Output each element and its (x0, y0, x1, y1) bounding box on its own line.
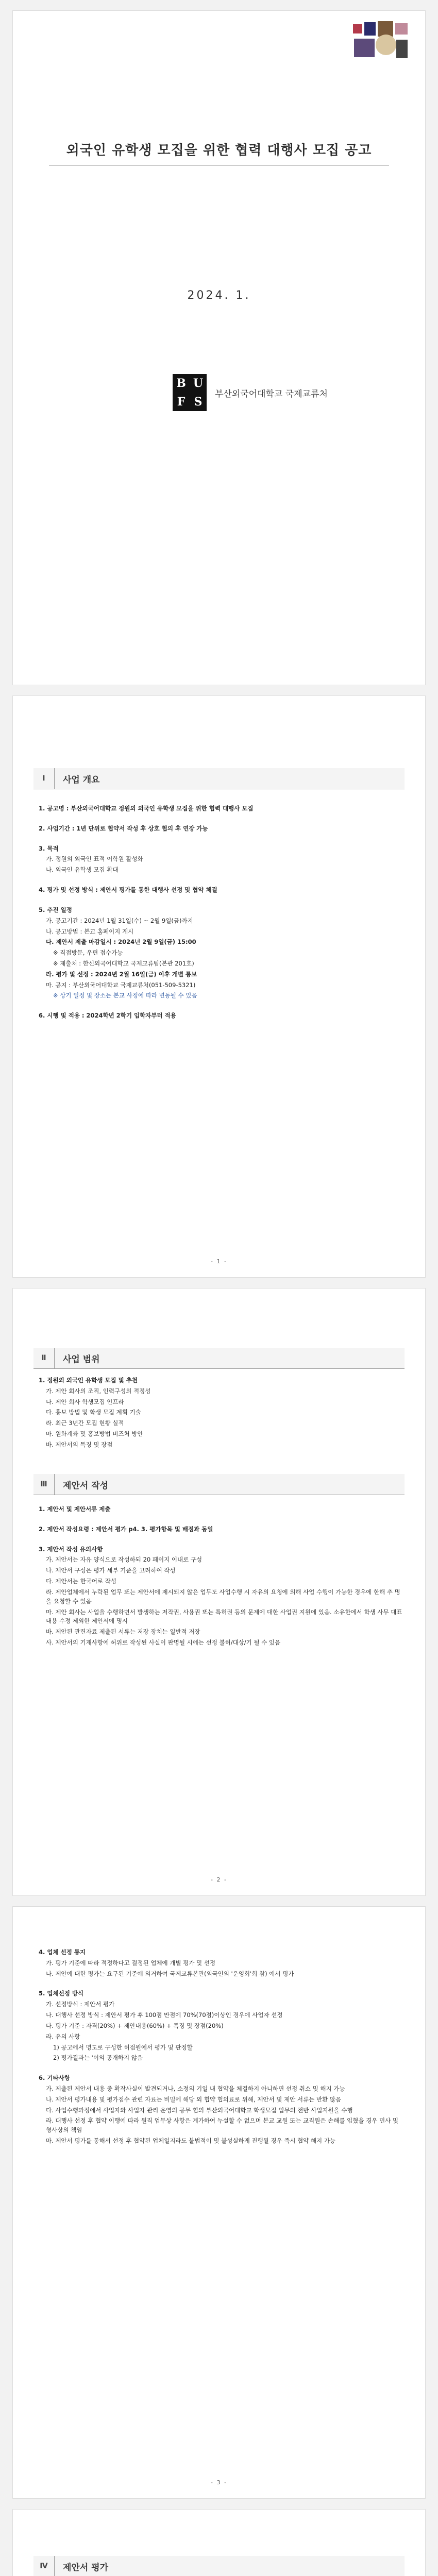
s3-line: 3. 제안서 작성 유의사항 (39, 1545, 103, 1553)
s1-line: ※ 직접방문, 우편 접수가능 (53, 949, 123, 957)
s3-line: 바. 제안된 관련자료 제출된 서류는 저장 장치는 일반적 저장 (46, 1628, 200, 1636)
s3-line: 나. 제안서 평가내용 및 평가점수 관련 자료는 비밀에 해당 외 협약 협의료로 위해, 제안서 및 제안 서류는 반환 않음 (46, 2095, 342, 2103)
organization-name: 부산외국어대학교 국제교류처 (215, 388, 328, 399)
s1-line: 가. 정원외 외국인 표적 어학원 활성화 (46, 855, 143, 863)
s3-line: 마. 제안 회사는 사업을 수행하면서 발생하는 저작권, 사용권 또는 특허권 등의 문제에 대한 사업권 지원에 있음. 소유한에서 학생 사무 대표 내용 수정 제외한 제안서에 명시 (46, 1608, 402, 1625)
page-2 (12, 696, 426, 1278)
logo-letter-s: S (194, 395, 203, 409)
s1-line: 3. 목적 (39, 844, 59, 852)
section-header-1 (33, 768, 405, 789)
page-3 (12, 1288, 426, 1896)
s3-line: 다. 평가 기준 : 자격(20%) + 제안내용(60%) + 특징 및 장점(20%) (46, 2022, 224, 2029)
s1-line: 라. 평가 및 선정 : 2024년 2월 16일(금) 이후 개별 통보 (46, 970, 197, 978)
section-title: 제안서 평가 (63, 2562, 109, 2573)
s1-line: 6. 시행 및 적용 : 2024학년 2학기 입학자부터 적용 (39, 1012, 176, 1020)
s1-line: 4. 평가 및 선정 방식 : 제안서 평가를 통한 대행사 선정 및 협약 체결 (39, 886, 217, 894)
section-title: 사업 개요 (63, 774, 100, 785)
s3-line: 나. 제안에 대한 평가는 요구된 기준에 의거하여 국제교류본관(외국인의 '운영회'회 참) 에서 평가 (46, 1970, 294, 1977)
s3-line: 4. 업체 선정 통지 (39, 1948, 86, 1956)
s1-line: ※ 상기 일정 및 장소는 본교 사정에 따라 변동될 수 있음 (53, 992, 197, 999)
page-5 (12, 2509, 426, 2576)
s2-line: 바. 제안서의 특징 및 장점 (46, 1440, 113, 1448)
section-3-body-b (39, 1948, 405, 2147)
s3-line: 가. 평가 기준에 따라 적정하다고 결정된 업체에 개별 평가 및 선정 (46, 1959, 216, 1967)
s1-line: 가. 공고기간 : 2024년 1월 31일(수) ~ 2월 9일(금)까지 (46, 917, 193, 924)
section-header-2 (33, 1348, 405, 1369)
s1-line: 다. 제안서 제출 마감일시 : 2024년 2월 9일(금) 15:00 (46, 938, 196, 946)
bufs-logo (173, 374, 207, 411)
s2-line: 나. 제안 회사 학생모집 인프라 (46, 1398, 124, 1405)
s3-line: 마. 제안서 평가를 통해서 선정 후 협약된 업체일지라도 불법적이 및 불성실하게 진행될 경우 즉시 협약 해지 가능 (46, 2137, 336, 2144)
document-date: 2024. 1. (187, 289, 251, 302)
s1-line: 마. 공지 : 부산외국어대학교 국제교류처(051-509-5321) (46, 981, 196, 989)
s3-line: 다. 사업수행과정에서 사업자와 사업자 관리 운영의 공무 협의 부산외국어대학교 학생모집 업무의 전반 사업지원을 수행 (46, 2106, 353, 2114)
section-3-body-a (39, 1505, 405, 1649)
s3-line: 6. 기타사항 (39, 2074, 70, 2082)
logo-letter-f: F (177, 395, 186, 409)
university-emblem-image (350, 19, 411, 63)
s3-line: 나. 대행사 선정 방식 : 제안서 평가 후 100점 만점에 70%(70점)이상인 경우에 사업자 선정 (46, 2011, 283, 2019)
s2-line: 다. 홍보 방법 및 학생 모집 계획 기술 (46, 1409, 141, 1416)
s3-line: 라. 대행사 선정 후 협약 이행에 따라 원직 업무상 사항은 계가하여 누설할 수 없으며 본교 교원 또는 교직원은 손해를 입혔을 경우 민사 및 형사상의 책임 (46, 2117, 398, 2134)
page-number: - 2 - (211, 1876, 227, 1883)
s3-line: 사. 제안서의 기재사항에 허위로 작성된 사실이 판명될 시에는 선정 불허/대상/기 될 수 있음 (46, 1638, 281, 1646)
page-number: - 1 - (211, 1258, 227, 1265)
s1-line: ※ 제출처 : 한신외국어대학교 국제교류팀(본관 201호) (53, 959, 194, 967)
section-2-body (39, 1376, 405, 1451)
section-number: Ⅱ (33, 1348, 55, 1368)
s3-line: 1) 공고에서 명도로 구성한 허점원에서 평가 및 판정할 (53, 2043, 193, 2051)
s2-line: 1. 정원외 외국인 유학생 모집 및 추천 (39, 1377, 138, 1384)
document-title: 외국인 유학생 모집을 위한 협력 대행사 모집 공고 (66, 143, 372, 158)
s1-line: 나. 공고방법 : 본교 홈페이지 게시 (46, 927, 134, 935)
s3-line: 가. 제출된 제안서 내용 중 확작사실이 발견되거나, 소정의 기일 내 협약을 체결하지 아니하면 선정 취소 및 해지 가능 (46, 2084, 345, 2092)
page-4 (12, 1906, 426, 2499)
s3-line: 5. 업체선정 방식 (39, 1990, 84, 1997)
s3-line: 나. 제안서 구성은 평가 세부 기준을 고려하여 작성 (46, 1567, 176, 1574)
section-title: 제안서 작성 (63, 1480, 109, 1491)
organization-block (173, 374, 328, 411)
logo-letter-u: U (193, 377, 204, 390)
s3-line: 2. 제안서 작성요령 : 제안서 평가 p4. 3. 평가항목 및 배점과 동일 (39, 1525, 213, 1533)
s2-line: 가. 제안 회사의 조직, 인력구성의 적정성 (46, 1387, 151, 1395)
s3-line: 다. 제안서는 한국어로 작성 (46, 1578, 116, 1585)
section-header-4 (33, 2556, 405, 2576)
s3-line: 라. 유의 사항 (46, 2032, 80, 2040)
title-divider (49, 165, 389, 166)
s1-line: 2. 사업기간 : 1년 단위로 협약서 작성 후 상호 협의 후 연장 가능 (39, 824, 208, 832)
s1-line: 나. 외국인 유학생 모집 확대 (46, 866, 119, 874)
cover-page (12, 10, 426, 685)
section-header-3 (33, 1474, 405, 1495)
logo-letter-b: B (176, 377, 186, 390)
s3-line: 라. 제안업체에서 누락된 업무 또는 제안서에 제시되지 않은 업무도 사업수행 시 자유의 요청에 의해 사업 수행이 가능한 경우에 한해 추 명을 요청할 수 있음 (46, 1588, 400, 1605)
s3-line: 2) 평가결과는 '이의 공개하지 않음 (53, 2054, 143, 2062)
s1-line: 1. 공고명 : 부산외국어대학교 정원외 외국인 유학생 모집을 위한 협력 대행사 모집 (39, 805, 254, 812)
section-title: 사업 범위 (63, 1354, 100, 1365)
section-number: Ⅰ (33, 768, 55, 789)
page-number: - 3 - (211, 2479, 227, 2486)
s3-line: 가. 선정방식 : 제안서 평가 (46, 2001, 115, 2008)
section-1-body (39, 804, 405, 1022)
s2-line: 마. 원화계좌 및 홍보방법 비즈처 방안 (46, 1430, 143, 1438)
s2-line: 라. 최근 3년간 모집 현황 실적 (46, 1419, 124, 1427)
section-number: Ⅳ (33, 2556, 55, 2576)
s1-line: 5. 추진 일정 (39, 906, 72, 913)
s3-line: 1. 제안서 및 제안서류 제출 (39, 1505, 111, 1513)
s3-line: 가. 제안서는 자유 양식으로 작성하되 20 페이지 이내로 구성 (46, 1556, 203, 1564)
section-number: Ⅲ (33, 1474, 55, 1495)
